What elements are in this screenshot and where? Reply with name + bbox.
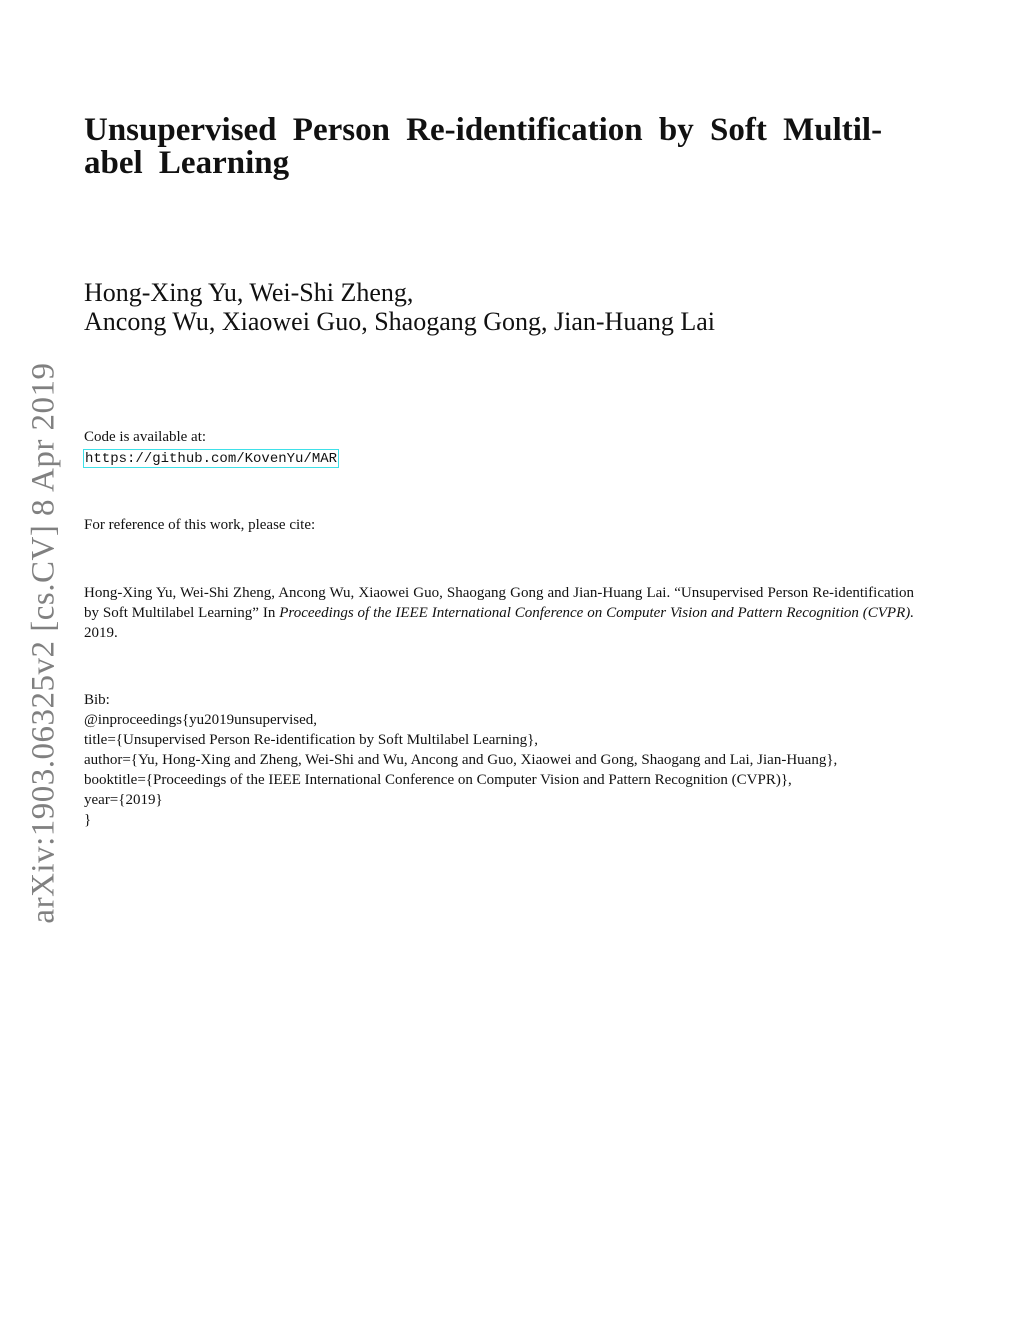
author-line: Hong-Xing Yu, Wei-Shi Zheng,	[84, 278, 414, 307]
bibtex-line: year={2019}	[84, 792, 163, 808]
bibtex-label: Bib:	[84, 692, 110, 708]
author-list	[84, 278, 715, 336]
author-line: Ancong Wu, Xiaowei Guo, Shaogang Gong, Jian-Huang Lai	[84, 307, 716, 336]
citation-authors-title: Hong-Xing Yu, Wei-Shi Zheng, Ancong Wu, Xiaowei Guo, Shaogang Gong and Jian-Huang Lai. “Unsupervised Person Re-identification by Soft Multilabel Learning” In	[84, 585, 914, 621]
bibtex-line: title={Unsupervised Person Re-identification by Soft Multilabel Learning},	[84, 732, 539, 748]
bibtex-line: booktitle={Proceedings of the IEEE International Conference on Computer Vision and Pattern Recognition (CVPR)},	[84, 772, 792, 788]
paper-title-line-1: Unsupervised Person Re-identification by Soft Multil-	[84, 112, 883, 148]
bibtex-line: }	[84, 812, 92, 828]
paper-title	[84, 114, 920, 180]
bibtex-block	[84, 690, 837, 830]
paper-title-line-2: abel Learning	[84, 145, 290, 181]
code-availability-label: Code is available at:	[84, 429, 207, 445]
citation-text	[84, 583, 914, 643]
citation-year: 2019.	[84, 625, 118, 641]
citation-venue: Proceedings of the IEEE International Conference on Computer Vision and Pattern Recognition (CVPR).	[279, 605, 914, 621]
bibtex-line: author={Yu, Hong-Xing and Zheng, Wei-Shi and Wu, Ancong and Guo, Xiaowei and Gong, Shaogang and Lai, Jian-Huang},	[84, 752, 838, 768]
bibtex-line: @inproceedings{yu2019unsupervised,	[84, 712, 318, 728]
citation-request-label: For reference of this work, please cite:	[84, 517, 316, 533]
arxiv-side-stamp: arXiv:1903.06325v2 [cs.CV] 8 Apr 2019	[25, 362, 62, 924]
code-repository-link[interactable]: https://github.com/KovenYu/MAR	[85, 451, 338, 467]
